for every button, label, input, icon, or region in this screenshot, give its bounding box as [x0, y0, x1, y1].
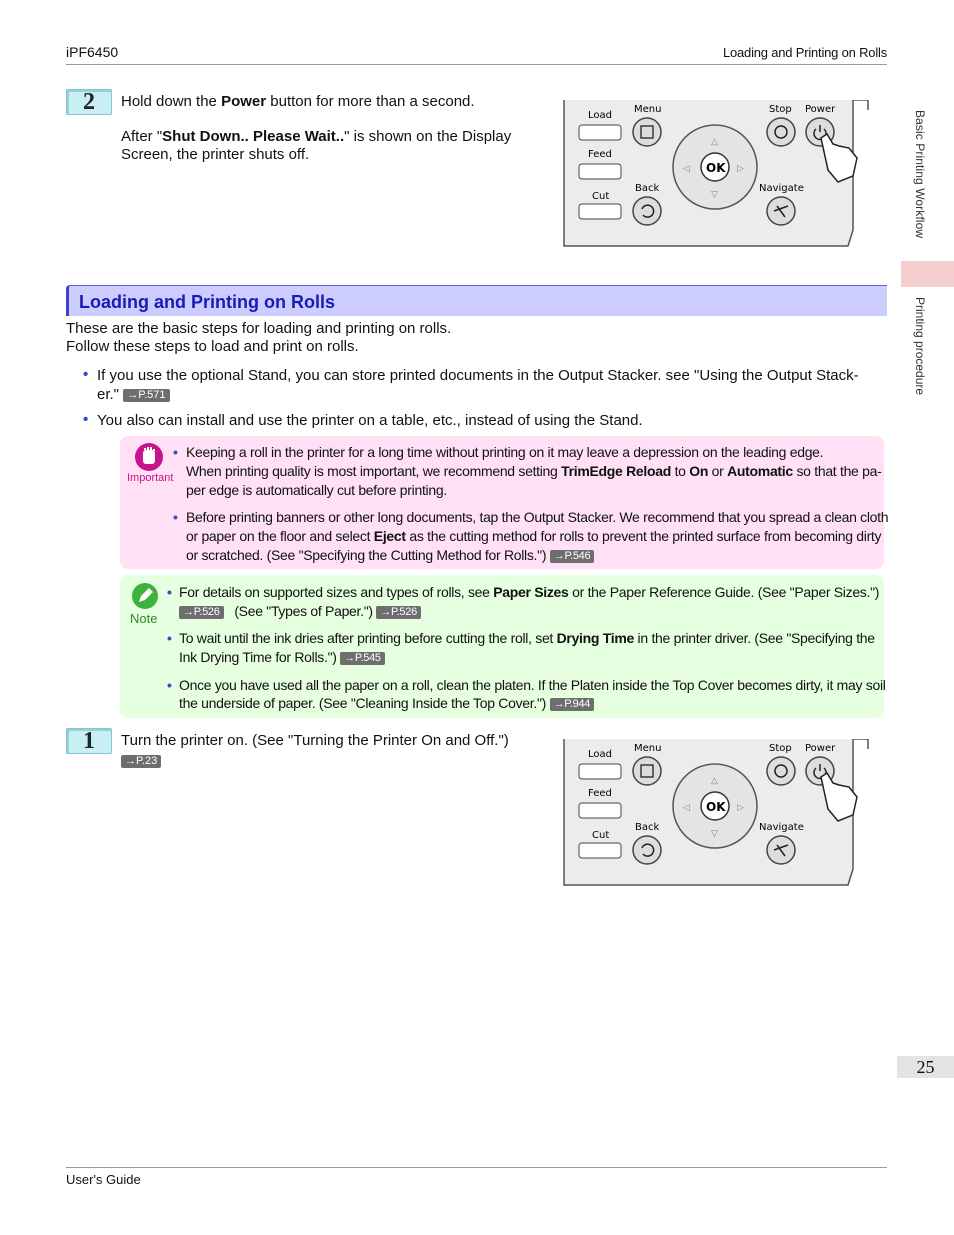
arrow-down-icon: ▽	[711, 828, 718, 838]
panel-label-ok: OK	[706, 161, 726, 175]
side-tab-printing-procedure[interactable]: Printing procedure	[913, 297, 927, 396]
page-ref-link[interactable]: →P.526	[179, 606, 224, 619]
intro-line-1: These are the basic steps for loading and printing on rolls.	[66, 320, 452, 337]
arrow-up-icon: △	[711, 136, 718, 146]
page-ref-link[interactable]: →P.23	[121, 755, 161, 768]
important-1-line-2: When printing quality is most important, we recommend setting TrimEdge Reload to On or Automatic so that the pa-	[186, 463, 882, 479]
panel-label-back: Back	[635, 183, 660, 194]
bullet-dot: •	[173, 444, 178, 460]
important-1-line-1: Keeping a roll in the printer for a long time without printing on it may leave a depression on the leading edge.	[186, 444, 824, 460]
note-1-line-1: For details on supported sizes and types of rolls, see Paper Sizes or the Paper Reference Guide. (See "Paper Sizes.")	[179, 584, 880, 600]
arrow-left-icon: ◁	[683, 163, 690, 173]
page-ref-link[interactable]: →P.526	[376, 606, 421, 619]
panel-label-feed: Feed	[588, 788, 612, 799]
bullet-dot: •	[83, 411, 89, 428]
header-section: Loading and Printing on Rolls	[722, 45, 887, 60]
panel-label-navigate: Navigate	[759, 183, 804, 194]
note-pencil-icon	[132, 583, 158, 609]
panel-label-power: Power	[805, 104, 836, 115]
stop-button	[767, 118, 795, 146]
arrow-right-icon: ▷	[737, 802, 744, 812]
page-ref-link[interactable]: →P.571	[123, 389, 169, 402]
step-1-line-1: Turn the printer on. (See "Turning the Printer On and Off.")	[121, 732, 509, 749]
side-tab-basic-printing-workflow[interactable]: Basic Printing Workflow	[913, 110, 927, 239]
bullet-dot: •	[167, 677, 172, 693]
bullet-stand-line-2: er." →P.571	[97, 385, 170, 404]
important-2-line-1: Before printing banners or other long documents, tap the Output Stacker. We recommend that you spread a clean cloth	[186, 509, 889, 525]
load-button	[579, 764, 621, 779]
control-panel-image	[563, 100, 869, 247]
important-label: Important	[127, 472, 174, 484]
note-2-line-2: Ink Drying Time for Rolls.") →P.545	[179, 648, 385, 667]
important-hand-icon	[135, 443, 163, 471]
arrow-right-icon: ▷	[737, 163, 744, 173]
step-1-badge: 1	[66, 728, 112, 754]
panel-label-ok: OK	[706, 800, 726, 814]
bullet-dot: •	[173, 509, 178, 525]
note-2-line-1: To wait until the ink dries after printing before cutting the roll, set Drying Time in the printer driver. (See "Specifying the	[179, 630, 875, 646]
header-model: iPF6450	[66, 44, 119, 60]
panel-label-cut: Cut	[592, 830, 610, 841]
panel-label-power: Power	[805, 743, 836, 754]
side-tab-marker	[901, 261, 954, 287]
note-3-line-2: the underside of paper. (See "Cleaning Inside the Top Cover.") →P.944	[179, 694, 594, 713]
note-1-line-2: →P.526 (See "Types of Paper.") →P.526	[179, 602, 421, 621]
feed-button	[579, 803, 621, 818]
menu-button	[633, 757, 661, 785]
page-number: 25	[897, 1056, 954, 1078]
load-button	[579, 125, 621, 140]
page-ref-link[interactable]: →P.545	[340, 652, 385, 665]
arrow-left-icon: ◁	[683, 802, 690, 812]
footer-title: User's Guide	[66, 1172, 141, 1187]
bullet-stand-line-1: If you use the optional Stand, you can store printed documents in the Output Stacker. see "Using the Output Stack-	[97, 367, 859, 384]
panel-label-menu: Menu	[634, 104, 662, 115]
page-ref-link[interactable]: →P.944	[550, 698, 595, 711]
back-button	[633, 836, 661, 864]
important-2-line-3: or scratched. (See "Specifying the Cutting Method for Rolls.") →P.546	[186, 546, 594, 565]
panel-label-back: Back	[635, 822, 660, 833]
cut-button	[579, 204, 621, 219]
panel-label-stop: Stop	[769, 743, 792, 754]
step-2-line-1: Hold down the Power button for more than a second.	[121, 93, 475, 110]
step-1-line-2	[121, 752, 161, 770]
header-rule	[66, 64, 887, 65]
bullet-dot: •	[167, 584, 172, 600]
panel-label-load: Load	[588, 749, 612, 760]
arrow-up-icon: △	[711, 775, 718, 785]
panel-label-stop: Stop	[769, 104, 792, 115]
panel-label-feed: Feed	[588, 149, 612, 160]
panel-label-load: Load	[588, 110, 612, 121]
important-1-line-3: per edge is automatically cut before printing.	[186, 482, 447, 498]
menu-button	[633, 118, 661, 146]
feed-button	[579, 164, 621, 179]
step-2-badge: 2	[66, 89, 112, 115]
section-title: Loading and Printing on Rolls	[79, 292, 335, 312]
important-2-line-2: or paper on the floor and select Eject as the cutting method for rolls to prevent the printed surface from becoming dirty	[186, 528, 882, 544]
back-button	[633, 197, 661, 225]
cut-button	[579, 843, 621, 858]
section-heading-bar	[66, 285, 887, 316]
bullet-table: You also can install and use the printer on a table, etc., instead of using the Stand.	[97, 412, 643, 429]
bullet-dot: •	[167, 630, 172, 646]
panel-label-navigate: Navigate	[759, 822, 804, 833]
control-panel-image	[563, 739, 869, 886]
note-3-line-1: Once you have used all the paper on a roll, clean the platen. If the Platen inside the Top Cover becomes dirty, it may soil	[179, 677, 886, 693]
panel-label-cut: Cut	[592, 191, 610, 202]
intro-line-2: Follow these steps to load and print on rolls.	[66, 338, 359, 355]
step-2-line-2: After "Shut Down.. Please Wait.." is shown on the Display	[121, 128, 512, 145]
note-label: Note	[130, 611, 158, 626]
arrow-down-icon: ▽	[711, 189, 718, 199]
stop-button	[767, 757, 795, 785]
step-2-line-3: Screen, the printer shuts off.	[121, 146, 310, 163]
footer-rule	[66, 1167, 887, 1168]
page-ref-link[interactable]: →P.546	[550, 550, 595, 563]
bullet-dot: •	[83, 366, 89, 383]
panel-label-menu: Menu	[634, 743, 662, 754]
